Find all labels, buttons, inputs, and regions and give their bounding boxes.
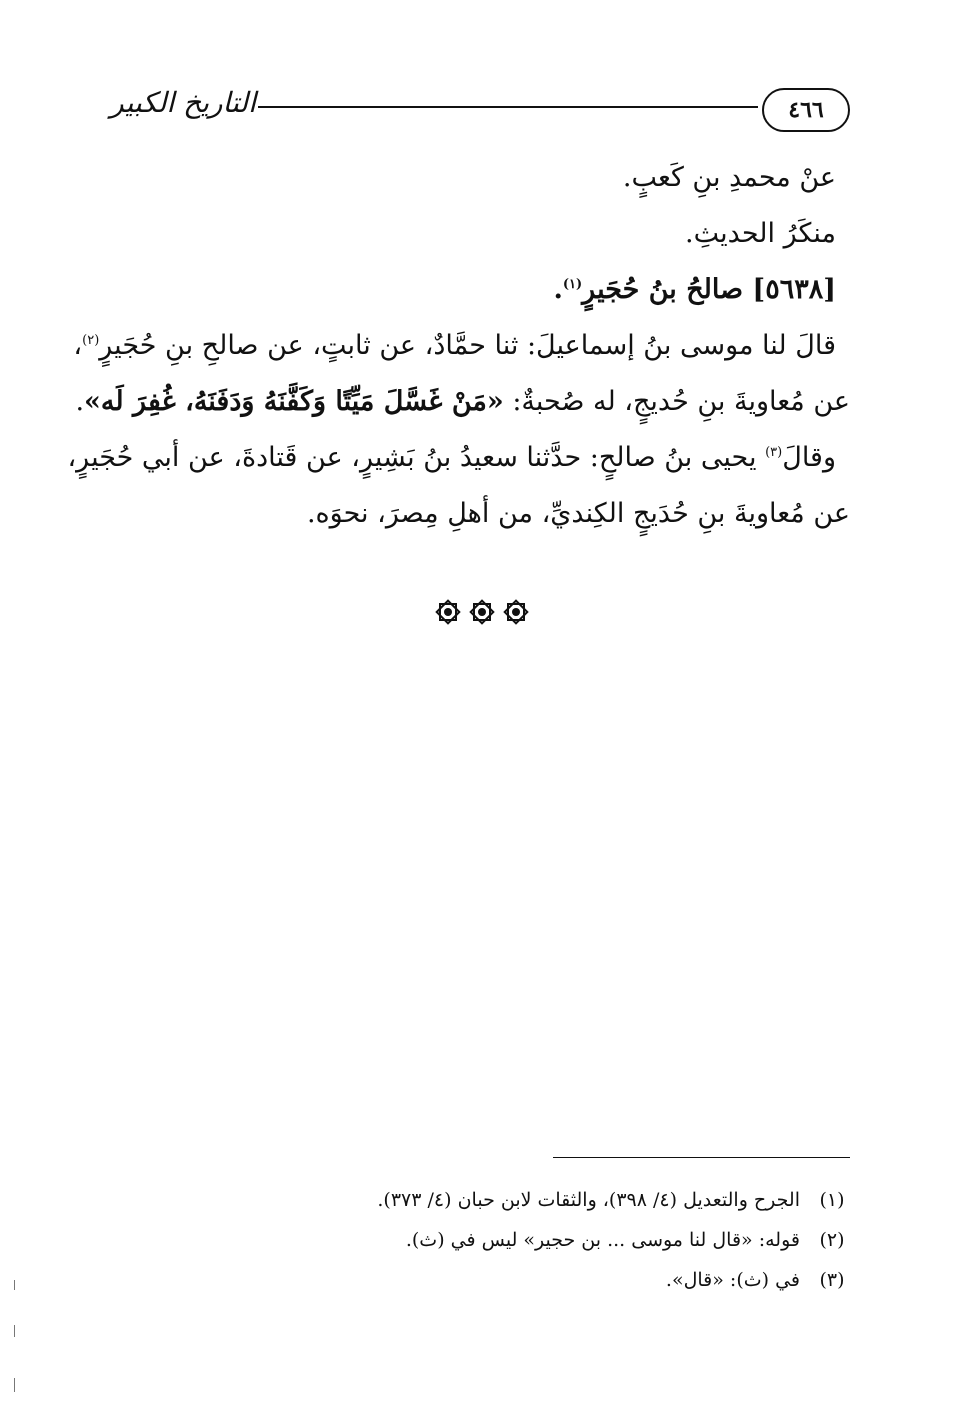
ornament-icon	[434, 598, 462, 626]
footnote-mark: (٢)	[82, 333, 100, 348]
footnote-rule	[553, 1157, 850, 1158]
scan-mark	[14, 1325, 15, 1337]
text-line: قالَ لنا موسى بنُ إسماعيلَ: ثنا حمَّادٌ، عن ثابتٍ، عن صالحِ بنِ حُجَيرٍ$^{(٢)}$،	[73, 330, 836, 361]
scan-mark	[14, 1378, 15, 1392]
entry-heading: [٥٦٣٨] صالحُ بنُ حُجَيرٍ$^{(١)}$.	[553, 274, 836, 305]
footnote-number: (٢)	[819, 1229, 845, 1251]
footnote-item	[200, 1220, 854, 1260]
section-separator	[0, 598, 964, 626]
footnote-text: قوله: «قال لنا موسى ... بن حجير» ليس في (ث).	[405, 1229, 800, 1251]
text-line: عنْ محمدِ بنِ كَعبٍ.	[622, 162, 836, 193]
text-line: منكَرُ الحديثِ.	[685, 218, 836, 249]
footnote-text: الجرح والتعديل (٤/ ٣٩٨)، والثقات لابن حبان (٤/ ٣٧٣).	[377, 1189, 800, 1211]
entry-name: صالحُ بنُ حُجَيرٍ	[582, 274, 744, 305]
text-line: عن مُعاويةَ بنِ حُديجٍ، له صُحبةٌ: «مَنْ غَسَّلَ مَيِّتًا وَكَفَّنَهُ وَدَفَنَهُ، غُفِرَ لَه».	[75, 386, 850, 417]
footnote-mark: (٣)	[765, 445, 783, 460]
footnote-mark: (١)	[562, 277, 583, 292]
entry-number: [٥٦٣٨]	[752, 274, 836, 305]
hadith-quote: «مَنْ غَسَّلَ مَيِّتًا وَكَفَّنَهُ وَدَفَنَهُ، غُفِرَ لَه»	[84, 386, 504, 417]
footnotes	[200, 1180, 854, 1300]
text-line: وقالَ$^{(٣)}$ يحيى بنُ صالحٍ: حدَّثنا سعيدُ بنُ بَشِيرٍ، عن قَتادةَ، عن أبي حُجَيرٍ،	[67, 442, 836, 473]
footnote-number: (٣)	[819, 1269, 845, 1291]
main-text	[67, 150, 850, 542]
text-line: عن مُعاويةَ بنِ حُدَيجٍ الكِنديِّ، من أهلِ مِصرَ، نحوَه.	[306, 498, 850, 529]
footnote-item	[200, 1180, 854, 1220]
page-number: ٤٦٦	[762, 88, 850, 132]
book-title: التاريخ الكبير	[110, 86, 256, 119]
ornament-icon	[468, 598, 496, 626]
footnote-text: في (ث): «قال».	[665, 1269, 800, 1291]
footnote-number: (١)	[819, 1189, 845, 1211]
footnote-item	[200, 1260, 854, 1300]
ornament-icon	[502, 598, 530, 626]
header-rule	[258, 106, 758, 108]
page-header	[108, 84, 850, 132]
scan-mark	[14, 1280, 15, 1290]
